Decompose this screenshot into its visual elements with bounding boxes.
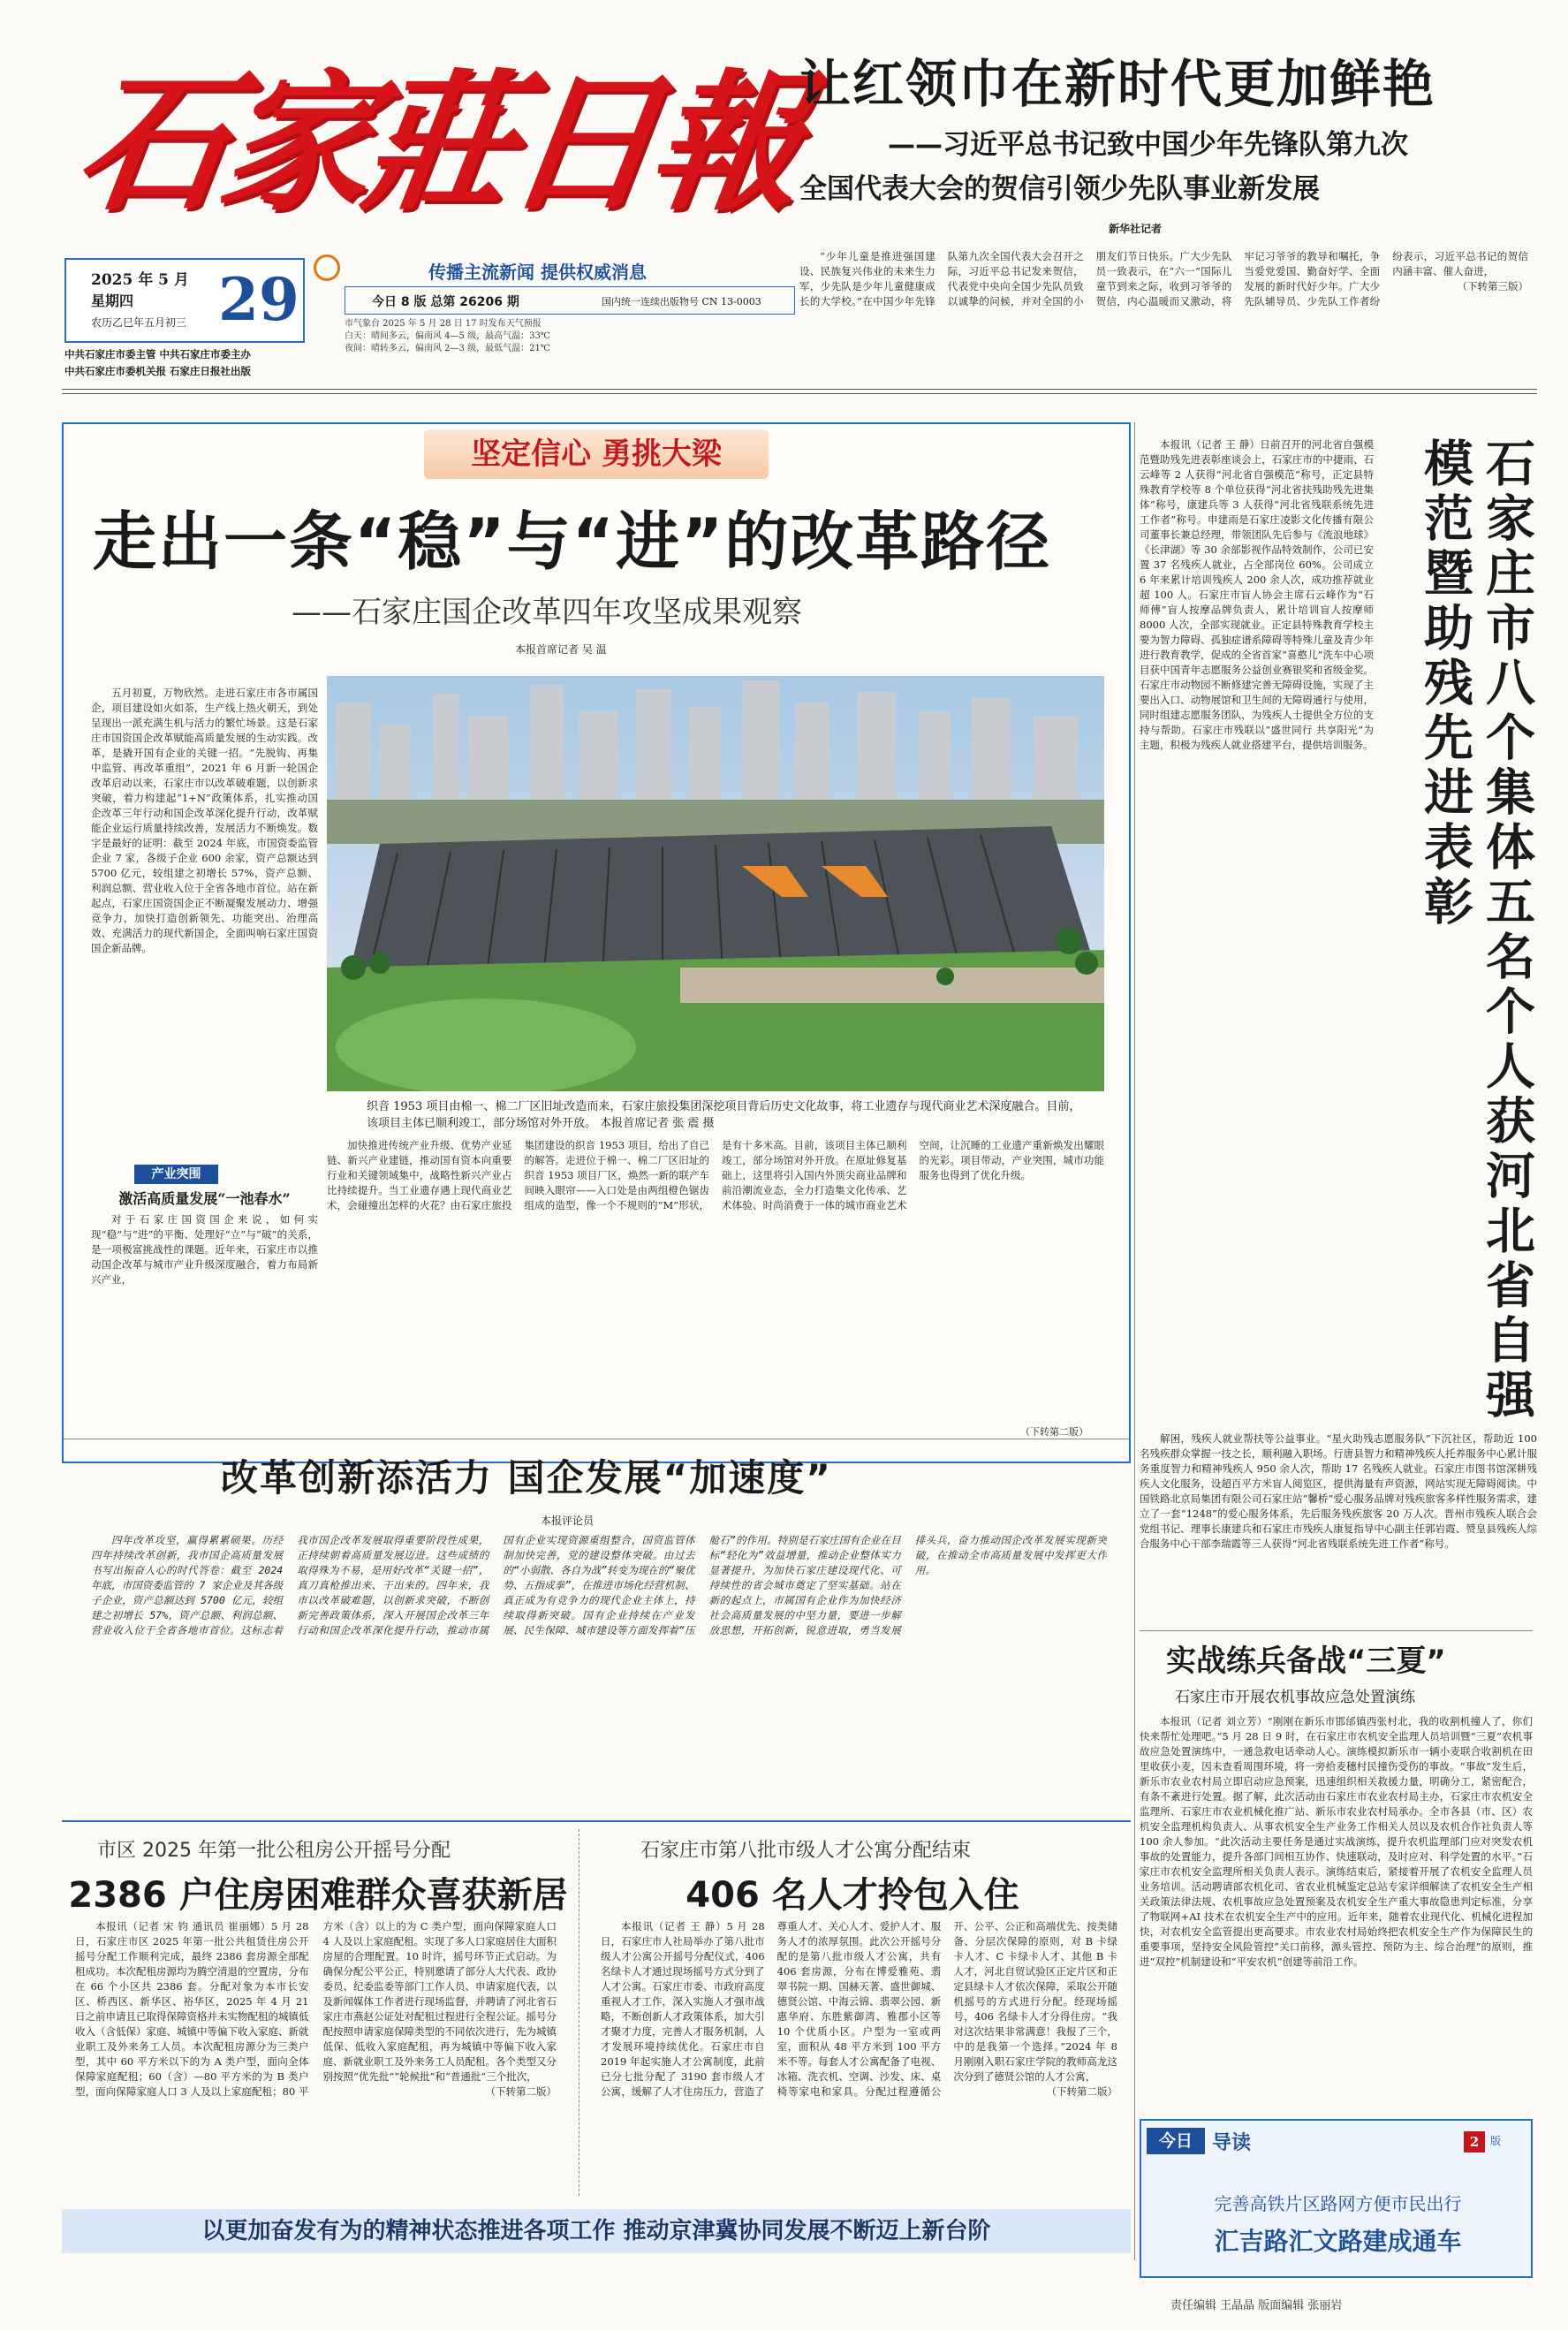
edition-bar — [345, 286, 795, 315]
weather-night: 夜间：晴转多云，偏南风 2—3 级，最低气温：21℃ — [345, 344, 550, 353]
guide-title[interactable]: 汇吉路汇文路建成通车 — [1214, 2227, 1462, 2256]
drill-subheadline: 石家庄市开展农机事故应急处置演练 — [1175, 1689, 1415, 1706]
lead-body-columns: 加快推进传统产业升级、优势产业延链、新兴产业建链，推动国有资本向重要行业和关键领域集中，战略性新兴产业占比持续提升。当工业遗存遇上现代商业艺术，会碰撞出怎样的火花？由石家庄旅投集团建设的织音 1953 项目，给出了自己的解答。走进位于棉一、棉二厂区旧址的织音 1953 项目厂区，焕然一新的联产车间映入眼帘——入口处是由两组橙色锯齿组成的造型，像一个不规则的“M”形状，是有十多米高。目前，该项目主体已顺利竣工，部分场馆对外开放。在原址修复基础上，这里将引入国内外顶尖商业品牌和前沿潮流业态，全力打造集文化传承、艺术体验、时尚消费于一体的城市商业艺术空间，让沉睡的工业遗产重新焕发出耀眼的光彩。项目带动，产业突围，城市功能服务也得到了优化升级。 — [327, 1139, 1104, 1211]
guide-page-number: 2 — [1464, 2131, 1485, 2153]
lead-subheadline: ——石家庄国企改革四年攻坚成果观察 — [292, 595, 802, 630]
lead-byline: 本报首席记者 吴 温 — [515, 643, 607, 656]
subsection-title: 激活高质量发展“一池春水” — [118, 1190, 291, 1207]
editorial-headline[interactable]: 改革创新添活力 国企发展“加速度” — [221, 1456, 832, 1500]
masthead-logo: 石家莊日報 — [67, 55, 808, 232]
top-story-continue: （下转第三版） — [1457, 280, 1528, 292]
guide-label-today: 今日 — [1147, 2128, 1205, 2154]
photo-caption: 织音 1953 项目由棉一、棉二厂区旧址改造而来，石家庄旅投集团深挖项目背后历史文化故事，将工业遗存与现代商业艺术深度融合。目前，该项目主体已顺利竣工，部分场馆对外开放。 本报首席记者 张 震 摄 — [367, 1100, 1081, 1130]
top-subheadline-2: 全国代表大会的贺信引领少先队事业新发展 — [799, 173, 1320, 205]
drill-headline[interactable]: 实战练兵备战“三夏” — [1166, 1644, 1446, 1679]
lead-continue[interactable]: （下转第二版） — [1020, 1426, 1088, 1438]
footer-banner: 以更加奋发有为的精神状态推进各项工作 推动京津冀协同发展不断迈上新台阶 — [62, 2209, 1131, 2253]
weather-day: 白天：晴间多云，偏南风 4—5 级，最高气温：33℃ — [345, 331, 550, 341]
right-story-body-2: 解困，残疾人就业帮扶等公益事业。“星火助残志愿服务队”下沉社区，帮助近 100 名残疾群众掌握一技之长，顺利融入职场。行唐县智力和精神残疾人托养服务中心累计服务重度智力和精神残疾人 950 余人次，帮助 17 名残疾人就业。石家庄市图书馆深耕残疾人文化服务，设超百平方米盲人阅览区，提供海量有声资源，网站实现无障碍阅读。中国铁路北京局集团有限公司石家庄站“馨桥”爱心服务品牌对残疾旅客多样性服务需求，建立了一套“1248”的爱心服务体系，先后服务残疾旅客 20 万人次。晋州市残疾人联合会党组书记、理事长康建兵和石家庄市残疾人康复指导中心副主任郭岩霞、赞皇县残疾人综合服务中心干部李瑞霞等三人获得“河北省残联系统先进工作者”称号。 — [1140, 1432, 1537, 1550]
date-box — [64, 258, 305, 343]
guide-subtitle: 完善高铁片区路网方便市民出行 — [1214, 2193, 1462, 2214]
weather-forecast — [345, 318, 795, 355]
drill-body: 本报讯（记者 刘立芳）“刚刚在新乐市邯邰镇西张村北，我的收割机撞人了，你们快来帮忙处理吧。”5 月 28 日 9 时，在石家庄市农机安全监理人员培训暨“三夏”农机事故应急处置演练中，一通急救电话牵动人心。演练模拟新乐市一辆小麦联合收割机在田里收获小麦，因未查看周围环境，将一旁拾麦穗村民撞伤受伤的事故。“事故”发生后，新乐市农业农村局立即启动应急预案，迅速组织相关救援力量，明确分工，紧密配合，有条不紊进行处置。据了解，此次活动由石家庄市农业农村局主办，石家庄市农机安全监理所、石家庄市农业机械化推广站、新乐市农业农村局承办。全市各县（市、区）农机安全监理机构负责人、从事农机安全生产业务工作相关人员以及农机合作社负责人等 100 余人参加。“此次活动主要任务是通过实战演练，提升农机监理部门应对突发农机事故的处置能力，提升各部门间相互协作、快速联动，及时应对、科学处置的水平。”石家庄市农机安全监理所相关负责人表示。演练结束后，紧接着开展了农机安全监理人员业务培训。活动聘请部农机化司、省农业机械鉴定总站专家详细解读了农机安全生产相关政策法律法规、农机事故应急处置预案及农机安全生产重大事故隐患判定标准，分享了物联网+AI 技术在农机安全生产中的应用。近年来，随着农业现代化、机械化进程加快，对农机安全监管提出更高要求。市农业农村局始终把农机安全生产作为保障民生的重要事项，坚持安全风险管控“关口前移，源头管控、预防为主、综合治理”的原则，推进“双控”机制建设和“平安农机”创建等前沿工作。 — [1140, 1715, 1533, 1968]
slogan-bar — [314, 258, 791, 281]
top-story-body: “少年儿童是推进强国建设、民族复兴伟业的未来生力军，少先队是少年儿童健康成长的大学校。”在中国少年先锋队第九次全国代表大会召开之际，习近平总书记发来贺信，代表党中央向全国少先队员致以诚挚的问候，并对全国的小朋友们节日快乐。广大少先队员一致表示，在“六一”国际儿童节到来之际，收到习爷爷的贺信，内心温暖而又激动，将牢记习爷爷的教导和嘱托，争当爱党爱国、勤奋好学、全面发展的新时代好少年。广大少先队辅导员、少先队工作者纷纷表示，习近平总书记的贺信内涵丰富、催人奋进， （下转第三版） — [799, 250, 1528, 308]
edition-info: 今日 8 版 总第 26206 期 — [372, 295, 519, 309]
today-guide-box[interactable] — [1140, 2119, 1533, 2278]
talent-body: 本报讯（记者 王 静）5 月 28 日，石家庄市人社局举办了第八批市级人才公寓公开摇号分配仪式，406 名绿卡人才通过现场摇号方式分到了人才公寓。石家庄市委、市政府高度重视人才工作，深入实施人才强市战略，不断创新人才政策体系，加大引才聚才力度，完善人才服务机制，人才发展环境持续优化。石家庄市自 2019 年起实施人才公寓制度，此前已分七批分配了 3190 套市级人才公寓，缓解了人才住房压力，营造了尊重人才、关心人才、爱护人才、服务人才的浓厚氛围。此次公开摇号分配的是第八批市级人才公寓，共有 406 套房源，分布在博爱雅苑、翡翠书院一期、国赫天著、盛世御城、德贤公馆、中海云锦、翡翠公园、新惠华府、东胜紫御湾、雅郡小区等 10 个优质小区。户型为一室或两室，面积从 48 平方米到 100 平方米不等。每套人才公寓配备了电视、冰箱、洗衣机、空调、沙发、床、桌椅等家电和家具。分配过程遵循公开、公平、公正和高端优先、按类储备、分层次保障的原则，对 B 卡绿卡人才、C 卡绿卡人才、其他 B 卡人才，河北自贸试验区正定片区和正定县绿卡人才依次保障，采取公开随机摇号的方式进行分配。经现场摇号，406 名绿卡人才分得住房。“我对这次结果非常满意！我报了三个，中的是我第一个选择。”2024 年 8 月刚刚入职石家庄学院的教师高龙这次分到了德贤公馆的人才公寓， （下转第二版） — [601, 1920, 1117, 2098]
talent-headline[interactable]: 406 名人才拎包入住 — [686, 1875, 1019, 1916]
subsection-tag: 产业突围 — [134, 1165, 218, 1184]
lead-photo[interactable] — [327, 676, 1104, 1091]
editorial-body: 四年改革攻坚，赢得累累硕果。历经四年持续改革创新，我市国企高质量发展书写出振奋人心的时代答卷：截至 2024 年底，市国资委监管的 7 家企业及其各级子企业，资产总额达到 5700 亿元，较组建之初增长 57%，资产总额、利润总额、营业收入位于全省各地市首位。这标志着我市国企改革发展取得重要阶段性成果，正持续朝着高质量发展迈进。这些成绩的取得殊为不易，是用好改革“关键一招”，真刀真枪推出来、干出来的。四年来，我市以改革破难题，以创新求突破，不断创新完善政策体系，深入开展国企改革三年行动和国企改革深化提升行动，推动市属国有企业实现资源重组整合，国资监管体制加快完善，党的建设整体突破。由过去的“小弱散、各自为战”转变为现在的“聚优势、五指成拳”，在推进市场化经营机制、真正成为有竞争力的现代企业主体上，持续取得新突破。国有企业持续在产业发展、民生保障、城市建设等方面发挥着“压舱石”的作用。特别是石家庄国有企业在目标“轻化为”效益增量，推动企业整体实力显著提升，为加快石家庄建设现代化、可持续性的省会城市奠定了坚实基础。站在新的起点上，市属国有企业作为加快经济社会高质量发展的中坚力量，要进一步解放思想，开拓创新，锐意进取，勇当发展排头兵，奋力推动国企改革发展实现新突破，在推动全市高质量发展中发挥更大作用。 — [91, 1534, 1107, 1636]
talent-subheadline: 石家庄市第八批市级人才公寓分配结束 — [640, 1840, 972, 1862]
weather-title: 市气象台 2025 年 5 月 28 日 17 时发布天气预报 — [345, 319, 542, 329]
aerial-photo-image — [327, 676, 1104, 1091]
rent-headline[interactable]: 2386 户住房困难群众喜获新居 — [68, 1875, 568, 1916]
guide-label-read: 导读 — [1212, 2132, 1252, 2154]
date-year-month: 2025 年 5 月 — [91, 271, 189, 289]
rent-subheadline: 市区 2025 年第一批公租房公开摇号分配 — [97, 1840, 451, 1862]
lead-headline[interactable]: 走出一条“稳”与“进”的改革路径 — [93, 505, 1052, 579]
top-subheadline-1: ——习近平总书记致中国少年先锋队第九次 — [888, 129, 1408, 161]
sponsor-line-2: 中共石家庄市委机关报 石家庄日报社出版 — [64, 365, 252, 377]
editors-credit: 责任编辑 王晶晶 版面编辑 张丽岩 — [1170, 2299, 1343, 2312]
right-story-headline[interactable]: 石家庄市八个集体五名个人获河北省自强模范暨助残先进表彰 — [1416, 437, 1535, 1424]
rent-body: 本报讯（记者 宋 钧 通讯员 崔丽娜）5 月 28 日，石家庄市区 2025 年第一批公共租赁住房公开摇号分配工作顺利完成，最终 2386 套房源全部配租成功。本次配租房源均为腾空清退的空置房，分布在 66 个小区共 2386 套。分配对象为本市长安区、桥西区、新华区、裕华区，2025 年 4 月 21 日之前申请且已取得保障资格并未实物配租的城镇低收入（含低保）家庭、城镇中等偏下收入家庭、新就业职工及外来务工人员。本次配租房源分为三类户型，其中 60 平方米以下的为 A 类户型，面向全体保障家庭配租；60（含）—80 平方米的为 B 类户型，面向保障家庭人口 3 人及以上家庭配租；80 平方米（含）以上的为 C 类户型，面向保障家庭人口 4 人及以上家庭配租。实现了多人口家庭居住大面积房屋的合理配置。10 时许，摇号环节正式启动。为确保分配公平公正，特别邀请了部分人大代表、政协委员、纪委监委等部门工作人员、申请家庭代表，以及新闻媒体工作者进行现场监督，并聘请了河北省石家庄市燕赵公证处对配租过程进行全程公证。摇号分配按照申请家庭保障类型的不同依次进行，先为城镇低保、低收入家庭配租，再为城镇中等偏下收入家庭、新就业职工及外来务工人员配租。各个类型又分别按照“优先批”“轮候批”和“普通批”三个批次， （下转第二版） — [75, 1920, 557, 2098]
right-story-body: 本报讯（记者 王 静）日前召开的河北省自强模范暨助残先进表彰座谈会上，石家庄市的中捷雨、石云峰等 2 人获得“河北省自强模范”称号，正定县特殊教育学校等 8 个单位获得“河北省扶残助残先进集体”称号，康建兵等 3 人获得“河北省残联系统先进工作者”称号。申建雨是石家庄凌影文化传播有限公司董事长兼总经理，带领团队先后参与《流浪地球》《长津湖》等 30 余部影视作品特效制作，公司已安置 37 名残疾人就业，占全部岗位 60%。公司成立 6 年来累计培训残疾人 200 余人次，成功推荐就业超 100 人。石家庄市盲人协会主席石云峰作为“石师傅”盲人按摩品牌负责人，累计培训盲人按摩师 8000 人次，全部实现就业。正定县特殊教育学校主要为智力障碍、孤独症谱系障碍等特殊儿童及青少年进行教育教学，促成的全省首家“喜憨儿”洗车中心项目获中国青年志愿服务公益创业赛银奖和省级金奖。石家庄市动物园不断修建完善无障碍设施，实现了主要出入口、动物展馆和卫生间的无障碍通行与使用，同时组建志愿服务团队，为残疾人士提供全方位的支持与帮助。石家庄市残联以“盛世同行 共享阳光”为主题，积极为残疾人就业搭建平台，提供培训服务。 — [1140, 438, 1374, 751]
section-tagline: 坚定信心 勇挑大梁 — [424, 429, 769, 479]
cn-number: 国内统一连续出版物号 CN 13-0003 — [602, 296, 761, 308]
guide-page-label: 版 — [1490, 2135, 1502, 2147]
rent-continue[interactable]: （下转第二版） — [485, 2085, 557, 2098]
lead-body-intro: 五月初夏，万物欣然。走进石家庄市各市属国企，项目建设如火如荼，生产线上热火朝天，到处呈现出一派充满生机与活力的繁忙场景。这是石家庄市国资国企改革赋能高质量发展的生动实践。改革，是撬开国有企业的关键一招。“先脱钩、再集中监管、再改革重组”，2021 年 6 月新一轮国企改革启动以来，石家庄市以改革破难题，以创新求突破，着力构建起“1+N”政策体系，扎实推动国企改革三年行动和国企改革深化提升行动，改革赋能企业运行质量持续改善，发展活力不断焕发。数字是最好的证明：截至 2024 年底，市国资委监管企业 7 家，各级子企业 600 余家，资产总额达到 5700 亿元，较组建之初增长 57%，资产总额、利润总额、营业收入位于全省各地市首位。站在新起点，石家庄国资国企正不断凝聚发展动力、增强竞争力，加快打造创新领先、功能突出、治理高效、充满活力的现代新国企，全面叫响石家庄国资国企新品牌。 — [91, 687, 318, 954]
date-weekday: 星期四 — [91, 292, 134, 309]
slogan: 传播主流新闻 提供权威消息 — [428, 262, 647, 283]
talent-continue[interactable]: （下转第二版） — [1046, 2085, 1117, 2098]
editorial-byline: 本报评论员 — [541, 1515, 595, 1527]
top-headline[interactable]: 让红领巾在新时代更加鲜艳 — [799, 54, 1436, 114]
date-lunar: 农历乙巳年五月初三 — [91, 316, 187, 329]
top-byline: 新华社记者 — [1109, 223, 1163, 235]
lead-body-2: 对于石家庄国资国企来说，如何实现“稳”与“进”的平衡、处理好“立”与“破”的关系，是一项极富挑战性的课题。近年来，石家庄市以推动国企改革与城市产业升级深度融合，着力布局新兴产业， — [91, 1213, 318, 1286]
sponsor-line-1: 中共石家庄市委主管 中共石家庄市委主办 — [64, 348, 252, 361]
date-day: 29 — [218, 265, 299, 334]
